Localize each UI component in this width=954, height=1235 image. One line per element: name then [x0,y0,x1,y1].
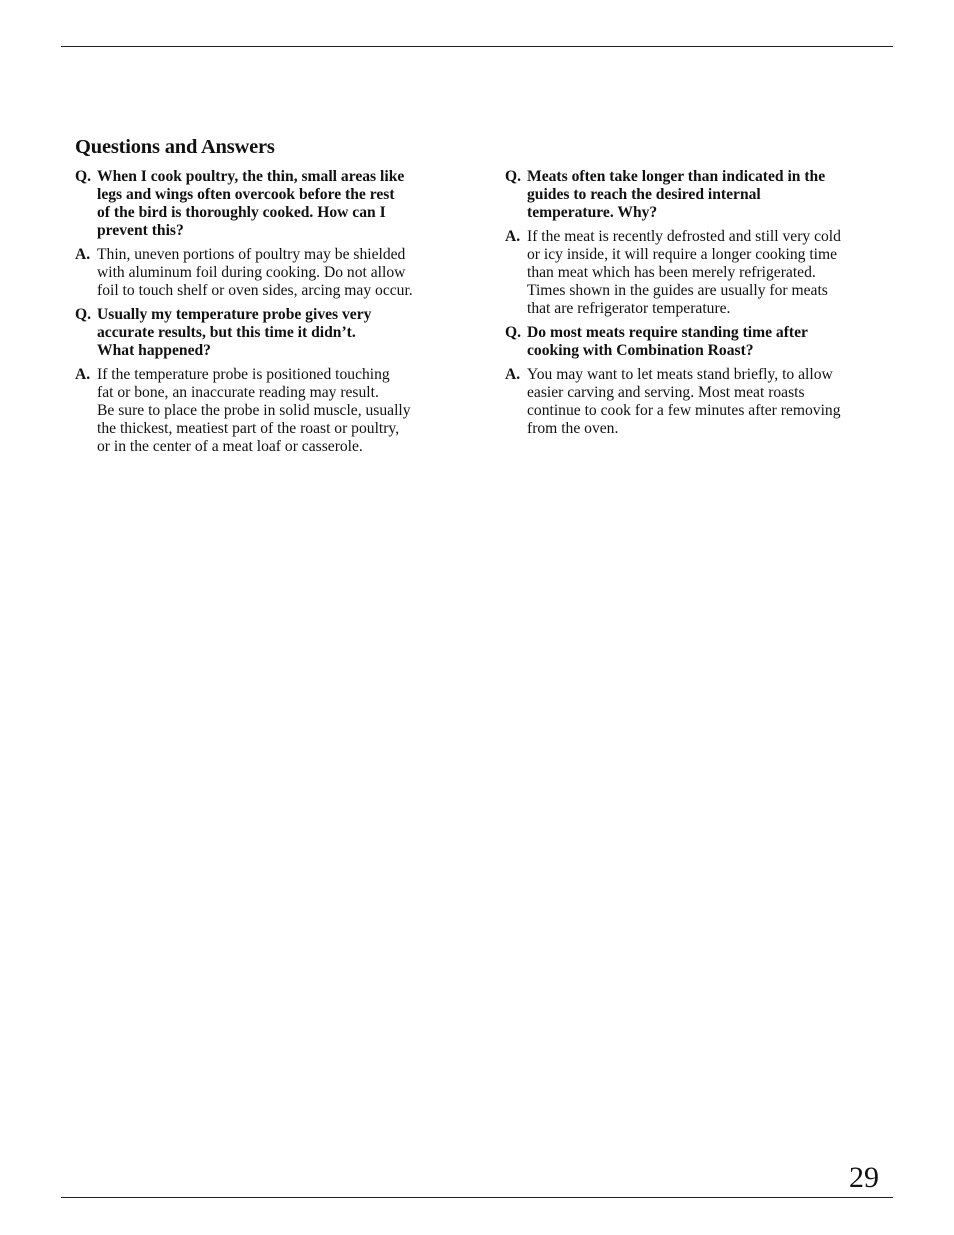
page-number: 29 [849,1161,879,1194]
qa-answer [505,366,880,438]
question-text: When I cook poultry, the thin, small areas like legs and wings often overcook before the rest of the bird is thoroughly cooked. How can I prevent this? [97,168,405,239]
qa-answer [505,228,880,318]
answer-marker: A. [505,366,521,383]
question-text: Meats often take longer than indicated in the guides to reach the desired internal temperature. Why? [527,168,826,221]
qa-question [75,306,450,360]
question-marker: Q. [505,324,522,341]
top-rule [61,46,893,47]
question-marker: Q. [75,168,92,185]
question-marker: Q. [505,168,522,185]
question-text: Usually my temperature probe gives very accurate results, but this time it didn’t. What happened? [97,306,372,359]
answer-text: If the temperature probe is positioned touching fat or bone, an inaccurate reading may result. Be sure to place the probe in solid muscle, usually the thickest, meatiest part of the roast or poultry, or in the center of a meat loaf or casserole. [97,366,411,455]
qa-answer [75,246,450,300]
answer-text: If the meat is recently defrosted and still very cold or icy inside, it will require a longer cooking time than meat which has been merely refrigerated. Times shown in the guides are usually for meats that are refrigerator temperature. [527,228,841,317]
section-title: Questions and Answers [75,136,275,158]
qa-question [75,168,450,240]
answer-text: You may want to let meats stand briefly, to allow easier carving and serving. Most meat roasts continue to cook for a few minutes after removing from the oven. [527,366,841,437]
right-column [505,168,880,444]
qa-question [505,168,880,222]
answer-marker: A. [75,366,91,383]
bottom-rule [61,1197,893,1198]
answer-marker: A. [505,228,521,245]
left-column [75,168,450,462]
answer-text: Thin, uneven portions of poultry may be shielded with aluminum foil during cooking. Do not allow foil to touch shelf or oven sides, arcing may occur. [97,246,413,299]
question-text: Do most meats require standing time after cooking with Combination Roast? [527,324,808,359]
qa-question [505,324,880,360]
qa-answer [75,366,450,456]
answer-marker: A. [75,246,91,263]
question-marker: Q. [75,306,92,323]
